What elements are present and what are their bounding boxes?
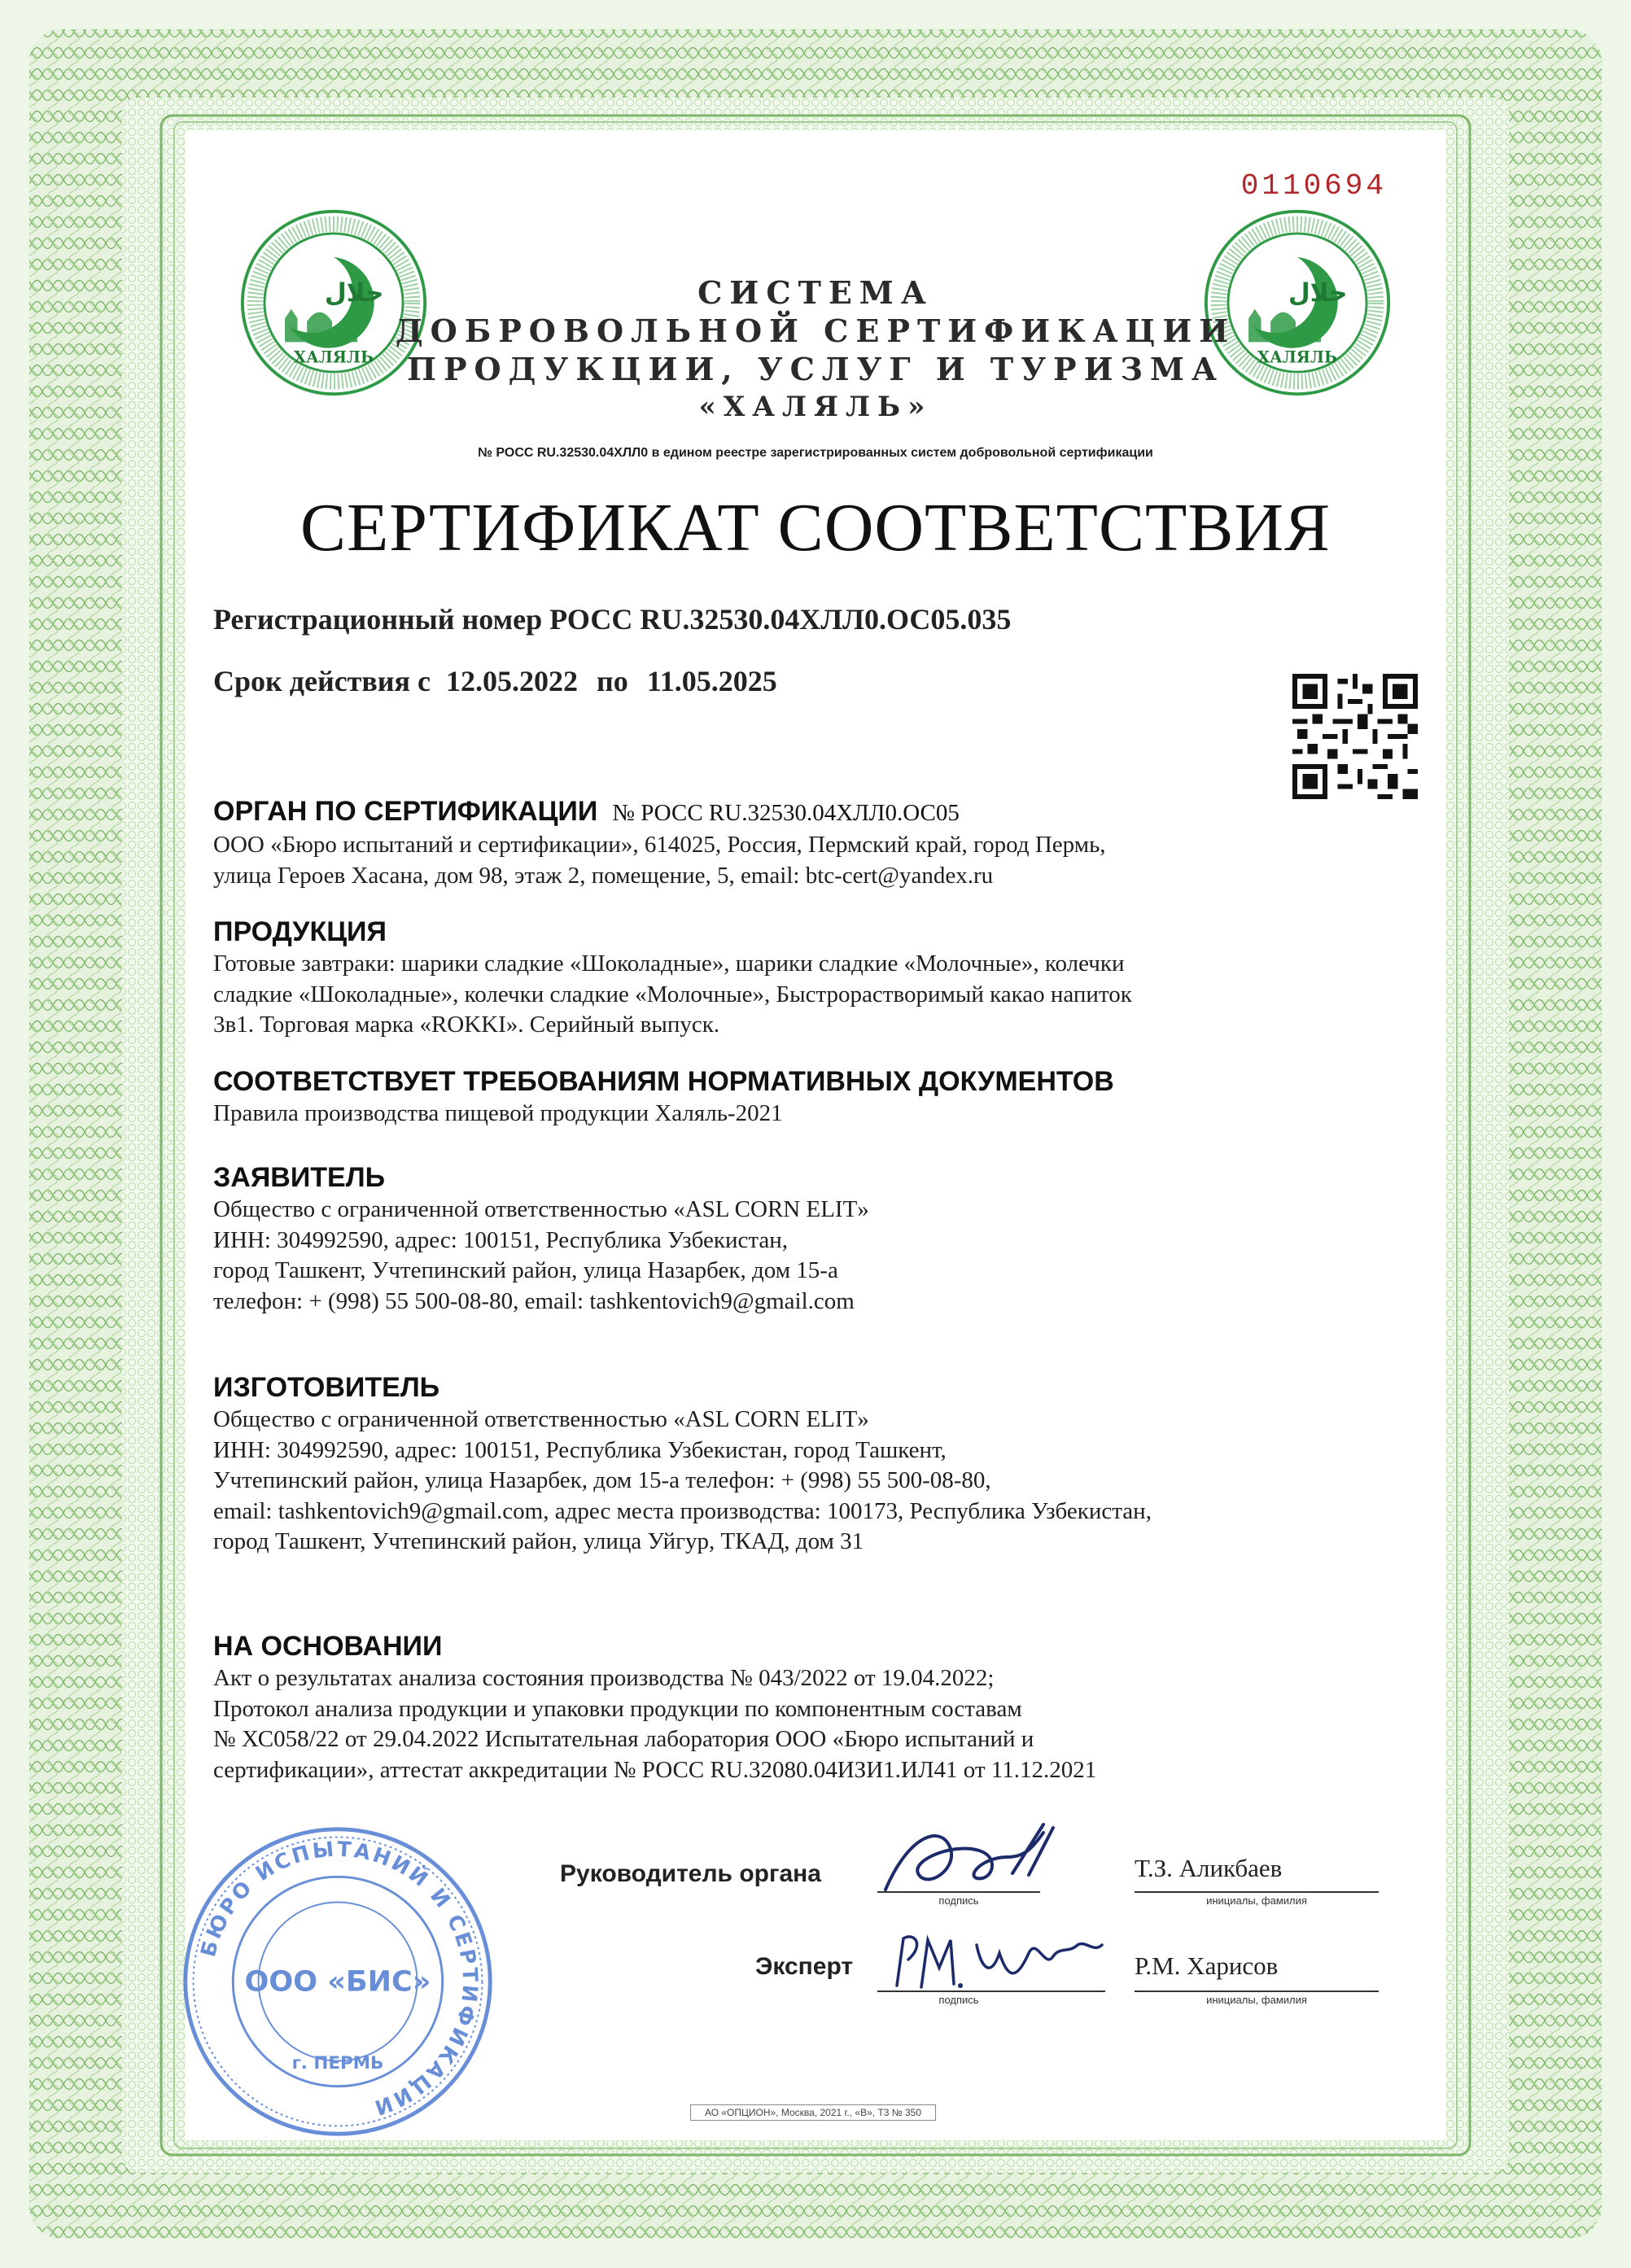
manufacturer-heading: ИЗГОТОВИТЕЛЬ — [213, 1372, 440, 1403]
stamp-city-text: г. ПЕРМЬ — [291, 2053, 384, 2074]
section-basis — [213, 1629, 1426, 1785]
certificate-title: СЕРТИФИКАТ СООТВЕТСТВИЯ — [300, 490, 1331, 566]
registration-label: Регистрационный номер — [213, 603, 543, 636]
basis-line: Протокол анализа продукции и упаковки продукции по компонентным составам — [213, 1695, 1022, 1722]
basis-line: сертификации», аттестат аккредитации № РОСС RU.32080.04ИЗИ1.ИЛ41 от 11.12.2021 — [213, 1756, 1097, 1783]
stamp-center-text: ООО «БИС» — [244, 1964, 431, 1999]
basis-line: № ХС058/22 от 29.04.2022 Испытательная лаборатория ООО «Бюро испытаний и — [213, 1726, 1034, 1752]
system-header-line4: «ХАЛЯЛЬ» — [698, 391, 933, 423]
organ-line: ООО «Бюро испытаний и сертификации», 614025, Россия, Пермский край, город Пермь, — [213, 832, 1106, 858]
system-header — [186, 273, 1445, 426]
product-line: сладкие «Шоколадные», колечки сладкие «Молочные», Быстрорастворимый какао напиток — [213, 981, 1132, 1007]
stamp-ring-text: БЮРО ИСПЫТАНИЙ И СЕРТИФИКАЦИИ — [195, 1836, 483, 2122]
registration-value: РОСС RU.32530.04ХЛЛ0.ОС05.035 — [549, 603, 1012, 636]
applicant-line: Общество с ограниченной ответственностью «ASL CORN ELIT» — [213, 1196, 869, 1222]
system-header-line3: ПРОДУКЦИИ, УСЛУГ И ТУРИЗМА — [407, 351, 1224, 387]
applicant-line: ИНН: 304992590, адрес: 100151, Республика Узбекистан, — [213, 1226, 789, 1253]
section-compliance — [213, 1064, 1426, 1130]
product-line: 3в1. Торговая марка «ROKKI». Серийный выпуск. — [213, 1012, 720, 1038]
basis-heading: НА ОСНОВАНИИ — [213, 1631, 443, 1662]
system-header-line2: ДОБРОВОЛЬНОЙ СЕРТИФИКАЦИИ — [395, 312, 1236, 349]
manufacturer-line: город Ташкент, Учтепинский район, улица Уйгур, ТКАД, дом 31 — [213, 1528, 864, 1554]
expert-name: Р.М. Харисов — [1135, 1951, 1279, 1980]
organ-heading: ОРГАН ПО СЕРТИФИКАЦИИ — [213, 796, 598, 827]
compliance-line: Правила производства пищевой продукции Халяль-2021 — [213, 1100, 783, 1126]
qr-code — [1292, 674, 1418, 799]
applicant-line: телефон: + (998) 55 500-08-80, email: tashkentovich9@gmail.com — [213, 1287, 855, 1314]
applicant-heading: ЗАЯВИТЕЛЬ — [213, 1162, 386, 1193]
expert-signature-line — [877, 1991, 1105, 1992]
expert-name-line — [1135, 1991, 1379, 1992]
section-product — [213, 915, 1426, 1041]
expert-name-caption: инициалы, фамилия — [1206, 1994, 1307, 2006]
head-signature-label: Руководитель органа — [560, 1860, 821, 1887]
manufacturer-line: Учтепинский район, улица Назарбек, дом 15-а телефон: + (998) 55 500-08-80, — [213, 1467, 991, 1493]
section-organ — [213, 794, 1426, 891]
section-applicant — [213, 1160, 1426, 1317]
manufacturer-line: ИНН: 304992590, адрес: 100151, Республика Узбекистан, город Ташкент, — [213, 1436, 947, 1463]
organ-line: улица Героев Хасана, дом 98, этаж 2, помещение, 5, email: btc-cert@yandex.ru — [213, 862, 994, 889]
head-name-line — [1135, 1891, 1379, 1893]
expert-signature-label: Эксперт — [755, 1953, 854, 1980]
registration-number — [213, 602, 1011, 636]
validity-label: Срок действия с — [213, 665, 431, 697]
organization-stamp — [179, 1823, 496, 2140]
validity-to: 11.05.2025 — [646, 665, 777, 697]
applicant-line: город Ташкент, Учтепинский район, улица Назарбек, дом 15-а — [213, 1257, 838, 1283]
emblem-arabic-text: حلال — [324, 278, 384, 308]
serial-number: 0110694 — [1240, 169, 1387, 203]
head-name-caption: инициалы, фамилия — [1206, 1894, 1307, 1907]
manufacturer-line: Общество с ограниченной ответственностью «ASL CORN ELIT» — [213, 1406, 869, 1432]
validity-to-label: по — [597, 665, 628, 697]
organ-number: № РОСС RU.32530.04ХЛЛ0.ОС05 — [612, 800, 960, 826]
basis-line: Акт о результатах анализа состояния производства № 043/2022 от 19.04.2022; — [213, 1665, 995, 1691]
head-name: Т.З. Аликбаев — [1135, 1854, 1283, 1882]
emblem-halal-text: ХАЛЯЛЬ — [294, 347, 374, 367]
validity-from: 12.05.2022 — [446, 665, 578, 697]
head-signature-line — [877, 1891, 1040, 1893]
manufacturer-line: email: tashkentovich9@gmail.com, адрес места производства: 100173, Республика Узбекистан, — [213, 1497, 1152, 1524]
emblem-halal-text: ХАЛЯЛЬ — [1257, 347, 1337, 367]
emblem-arabic-text: حلال — [1288, 278, 1348, 308]
compliance-heading: СООТВЕТСТВУЕТ ТРЕБОВАНИЯМ НОРМАТИВНЫХ ДОКУМЕНТОВ — [213, 1066, 1114, 1097]
validity-period — [213, 664, 777, 698]
printer-note: АО «ОПЦИОН», Москва, 2021 г., «В», Т3 № 350 — [690, 2104, 936, 2121]
section-manufacturer — [213, 1370, 1426, 1558]
product-heading: ПРОДУКЦИЯ — [213, 916, 387, 947]
product-line: Готовые завтраки: шарики сладкие «Шоколадные», шарики сладкие «Молочные», колечки — [213, 950, 1125, 977]
registry-note: № РОСС RU.32530.04ХЛЛ0 в едином реестре зарегистрированных систем добровольной сертификации — [478, 446, 1153, 460]
system-header-line1: СИСТЕМА — [697, 274, 934, 311]
certificate-sheet — [186, 130, 1445, 2140]
expert-signature-caption: подпись — [938, 1994, 979, 2006]
head-signature-caption: подпись — [938, 1894, 979, 1907]
